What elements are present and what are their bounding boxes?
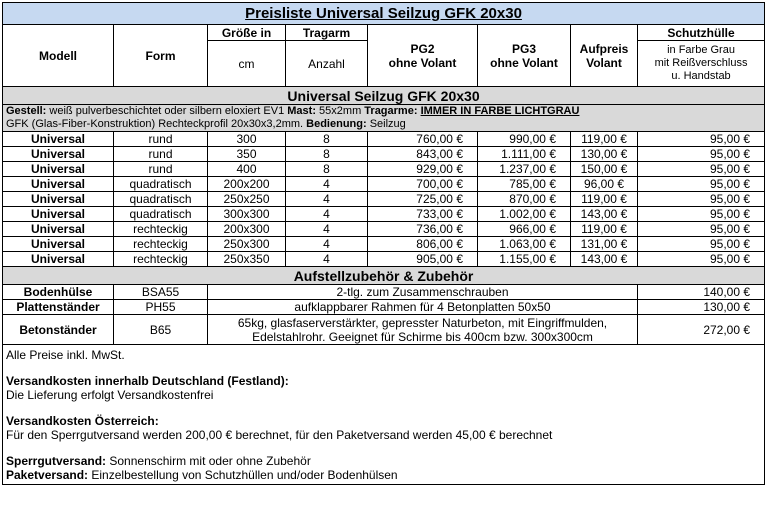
cell-form: quadratisch	[114, 177, 208, 192]
spec-line-1	[6, 105, 761, 118]
cell-tragarm: 8	[286, 162, 368, 177]
cell-tragarm: 8	[286, 147, 368, 162]
cell-schutz: 95,00 €	[638, 252, 765, 267]
cell-aufpreis: 119,00 €	[571, 222, 638, 237]
cell-pg3: 990,00 €	[478, 132, 571, 147]
cell-pg2: 806,00 €	[368, 237, 478, 252]
cell-tragarm: 8	[286, 132, 368, 147]
cell-schutz: 95,00 €	[638, 207, 765, 222]
accessory-price: 272,00 €	[638, 315, 765, 345]
de-shipping-heading: Versandkosten innerhalb Deutschland (Festland):	[6, 374, 289, 388]
cell-modell: Universal	[3, 162, 114, 177]
header-schutz-line1: in Farbe Grau	[667, 44, 735, 56]
gestell-label: Gestell:	[6, 105, 47, 117]
cell-aufpreis: 96,00 €	[571, 177, 638, 192]
table-row	[3, 162, 765, 177]
accessory-price: 140,00 €	[638, 285, 765, 300]
cell-pg3: 1.002,00 €	[478, 207, 571, 222]
accessory-name: Betonständer	[3, 315, 114, 345]
bedienung-label: Bedienung:	[306, 118, 367, 130]
cell-groesse: 300	[208, 132, 286, 147]
price-list-sheet	[2, 2, 764, 485]
cell-form: rund	[114, 132, 208, 147]
spec-description	[3, 105, 765, 132]
paket-label: Paketversand:	[6, 468, 89, 482]
header-aufpreis-sub: Volant	[586, 55, 622, 70]
cell-pg2: 929,00 €	[368, 162, 478, 177]
cell-pg2: 843,00 €	[368, 147, 478, 162]
cell-groesse: 250x300	[208, 237, 286, 252]
cell-schutz: 95,00 €	[638, 162, 765, 177]
cell-modell: Universal	[3, 252, 114, 267]
cell-form: rund	[114, 162, 208, 177]
sperrgut-label: Sperrgutversand:	[6, 454, 107, 468]
accessory-row	[3, 300, 765, 315]
mast-label: Mast:	[287, 105, 316, 117]
cell-form: rechteckig	[114, 222, 208, 237]
cell-tragarm: 4	[286, 177, 368, 192]
header-aufpreis	[571, 25, 638, 87]
cell-pg2: 733,00 €	[368, 207, 478, 222]
cell-aufpreis: 131,00 €	[571, 237, 638, 252]
cell-groesse: 400	[208, 162, 286, 177]
paket-text: Einzelbestellung von Schutzhüllen und/oder Bodenhülsen	[88, 468, 398, 482]
header-schutz-line3: u. Handstab	[671, 70, 731, 82]
accessory-name: Plattenständer	[3, 300, 114, 315]
accessory-desc: aufklappbarer Rahmen für 4 Betonplatten 50x50	[208, 300, 638, 315]
tragarme-text: IMMER IN FARBE LICHTGRAU	[420, 105, 580, 117]
header-pg3-sub: ohne Volant	[490, 55, 558, 70]
cell-modell: Universal	[3, 132, 114, 147]
cell-modell: Universal	[3, 222, 114, 237]
cell-pg2: 700,00 €	[368, 177, 478, 192]
sperrgut-text: Sonnenschirm mit oder ohne Zubehör	[106, 454, 311, 468]
table-row	[3, 237, 765, 252]
cell-schutz: 95,00 €	[638, 222, 765, 237]
accessory-code: B65	[114, 315, 208, 345]
cell-schutz: 95,00 €	[638, 192, 765, 207]
header-pg3-label: PG3	[511, 41, 536, 56]
header-pg2	[368, 25, 478, 87]
shipping-notes	[3, 345, 765, 485]
cell-form: rechteckig	[114, 252, 208, 267]
cell-tragarm: 4	[286, 192, 368, 207]
cell-modell: Universal	[3, 177, 114, 192]
header-form: Form	[114, 25, 208, 87]
cell-pg3: 1.063,00 €	[478, 237, 571, 252]
section-title-zubehoer: Aufstellzubehör & Zubehör	[3, 267, 765, 285]
header-aufpreis-label: Aufpreis	[579, 41, 629, 56]
cell-aufpreis: 130,00 €	[571, 147, 638, 162]
cell-schutz: 95,00 €	[638, 177, 765, 192]
cell-tragarm: 4	[286, 222, 368, 237]
header-tragarm-unit: Anzahl	[286, 41, 368, 87]
cell-pg3: 870,00 €	[478, 192, 571, 207]
gfk-text: GFK (Glas-Fiber-Konstruktion) Rechteckprofil 20x30x3,2mm.	[6, 118, 307, 130]
spec-line-2	[6, 118, 761, 131]
cell-groesse: 250x250	[208, 192, 286, 207]
section-title-seilzug: Universal Seilzug GFK 20x30	[3, 87, 765, 105]
cell-pg3: 966,00 €	[478, 222, 571, 237]
header-schutz-detail	[638, 41, 765, 87]
header-tragarm: Tragarm	[286, 25, 368, 41]
cell-form: rechteckig	[114, 237, 208, 252]
cell-tragarm: 4	[286, 237, 368, 252]
cell-tragarm: 4	[286, 252, 368, 267]
cell-modell: Universal	[3, 192, 114, 207]
header-schutz-line2: mit Reißverschluss	[654, 57, 748, 69]
header-pg3	[478, 25, 571, 87]
cell-aufpreis: 119,00 €	[571, 192, 638, 207]
table-row	[3, 252, 765, 267]
accessory-row	[3, 285, 765, 300]
table-row	[3, 132, 765, 147]
table-row	[3, 207, 765, 222]
at-shipping-heading: Versandkosten Österreich:	[6, 414, 159, 428]
accessory-desc: 65kg, glasfaserverstärkter, gepresster Naturbeton, mit Eingriffmulden, Edelstahlrohr. Geeignet für Schirme bis 400cm bzw. 300x300cm	[208, 315, 638, 345]
cell-groesse: 300x300	[208, 207, 286, 222]
cell-form: quadratisch	[114, 192, 208, 207]
header-modell: Modell	[3, 25, 114, 87]
cell-aufpreis: 143,00 €	[571, 207, 638, 222]
accessory-desc: 2-tlg. zum Zusammenschrauben	[208, 285, 638, 300]
table-row	[3, 177, 765, 192]
accessory-row	[3, 315, 765, 345]
header-pg2-label: PG2	[410, 41, 435, 56]
cell-aufpreis: 119,00 €	[571, 132, 638, 147]
cell-schutz: 95,00 €	[638, 147, 765, 162]
cell-form: rund	[114, 147, 208, 162]
cell-pg3: 785,00 €	[478, 177, 571, 192]
accessory-price: 130,00 €	[638, 300, 765, 315]
accessory-code: BSA55	[114, 285, 208, 300]
header-pg2-sub: ohne Volant	[388, 55, 457, 70]
cell-pg3: 1.155,00 €	[478, 252, 571, 267]
cell-aufpreis: 150,00 €	[571, 162, 638, 177]
header-groesse: Größe in	[208, 25, 286, 41]
cell-groesse: 250x350	[208, 252, 286, 267]
mast-text: 55x2mm	[316, 105, 365, 117]
bedienung-text: Seilzug	[366, 118, 406, 130]
cell-tragarm: 4	[286, 207, 368, 222]
table-row	[3, 222, 765, 237]
at-shipping-text: Für den Sperrgutversand werden 200,00 € berechnet, für den Paketversand werden 45,00 € berechnet	[6, 428, 553, 442]
accessory-code: PH55	[114, 300, 208, 315]
cell-modell: Universal	[3, 237, 114, 252]
cell-aufpreis: 143,00 €	[571, 252, 638, 267]
cell-groesse: 200x300	[208, 222, 286, 237]
de-shipping-text: Die Lieferung erfolgt Versandkostenfrei	[6, 388, 214, 402]
price-table	[2, 2, 765, 485]
tragarme-label: Tragarme:	[364, 105, 418, 117]
cell-modell: Universal	[3, 147, 114, 162]
sperrgut-note	[6, 454, 761, 468]
cell-groesse: 200x200	[208, 177, 286, 192]
cell-pg3: 1.111,00 €	[478, 147, 571, 162]
cell-pg2: 736,00 €	[368, 222, 478, 237]
cell-modell: Universal	[3, 207, 114, 222]
table-row	[3, 192, 765, 207]
header-schutz: Schutzhülle	[638, 25, 765, 41]
cell-form: quadratisch	[114, 207, 208, 222]
mwst-note: Alle Preise inkl. MwSt.	[6, 348, 125, 362]
cell-pg3: 1.237,00 €	[478, 162, 571, 177]
accessory-name: Bodenhülse	[3, 285, 114, 300]
cell-pg2: 725,00 €	[368, 192, 478, 207]
cell-pg2: 905,00 €	[368, 252, 478, 267]
page-title: Preisliste Universal Seilzug GFK 20x30	[3, 3, 765, 25]
cell-schutz: 95,00 €	[638, 237, 765, 252]
cell-pg2: 760,00 €	[368, 132, 478, 147]
table-row	[3, 147, 765, 162]
gestell-text: weiß pulverbeschichtet oder silbern eloxiert EV1	[46, 105, 288, 117]
header-groesse-unit: cm	[208, 41, 286, 87]
cell-groesse: 350	[208, 147, 286, 162]
paket-note	[6, 468, 761, 482]
cell-schutz: 95,00 €	[638, 132, 765, 147]
